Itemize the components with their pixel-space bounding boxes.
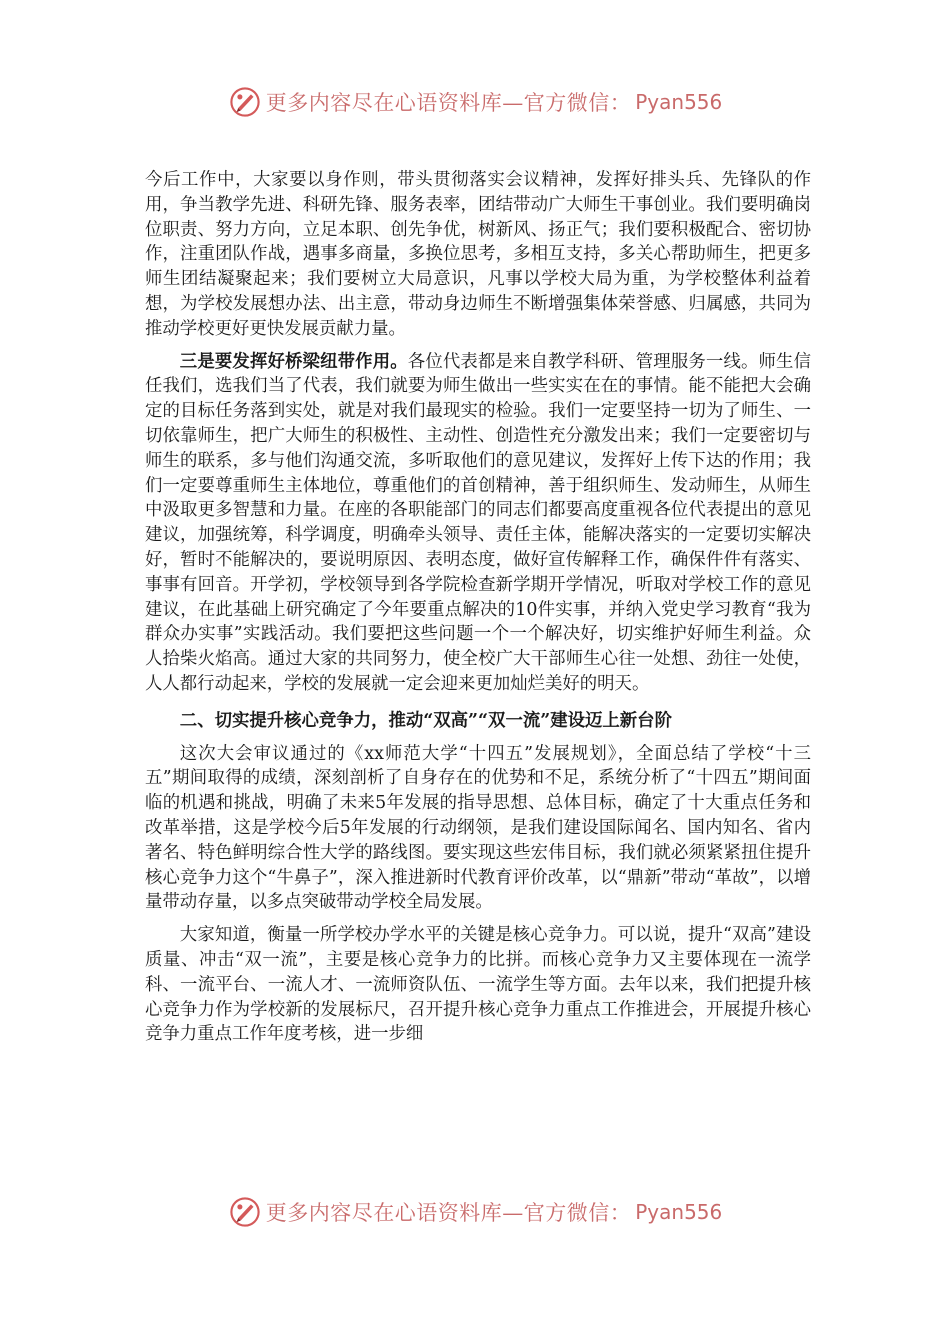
paragraph-text: 这次大会审议通过的《xx师范大学“十四五”发展规划》，全面总结了学校“十三五”期间取得的成绩，深刻剖析了自身存在的优势和不足，系统分析了“十四五”期间面临的机遇和挑战，明确了未来5年发展的指导思想、总体目标，确定了十大重点任务和改革举措，这是学校今后5年发展的行动纲领，是我们建设国际闻名、国内知名、省内著名、特色鲜明综合性大学的路线图。要实现这些宏伟目标，我们就必须紧紧扭住提升核心竞争力这个“牛鼻子”，深入推进新时代教育评价改革，以“鼎新”带动“革故”，以增量带动存量，以多点突破带动学校全局发展。 <box>145 743 811 913</box>
paragraph-text: 大家知道，衡量一所学校办学水平的关键是核心竞争力。可以说，提升“双高”建设质量、冲击“双一流”，主要是核心竞争力的比拼。而核心竞争力又主要体现在一流学科、一流平台、一流人才、一流师资队伍、一流学生等方面。去年以来，我们把提升核心竞争力作为学校新的发展标尺，召开提升核心竞争力重点工作推进会，开展提升核心竞争力重点工作年度考核，进一步细 <box>145 925 811 1045</box>
banner-wechat-id: Pyan556 <box>635 90 723 114</box>
paragraph-text: 今后工作中，大家要以身作则，带头贯彻落实会议精神，发挥好排头兵、先锋队的作用，争当教学先进、科研先锋、服务表率，团结带动广大师生干事创业。我们要明确岗位职责、努力方向，立足本职、创先争优，树新风、扬正气；我们要积极配合、密切协作，注重团队作战，遇事多商量，多换位思考，多相互支持，多关心帮助师生，把更多师生团结凝聚起来；我们要树立大局意识，凡事以学校大局为重，为学校整体利益着想，为学校发展想办法、出主意，带动身边师生不断增强集体荣誉感、归属感，共同为推动学校更好更快发展贡献力量。 <box>145 170 811 339</box>
paragraph-3 <box>145 742 811 916</box>
paragraph-text: 各位代表都是来自教学科研、管理服务一线。师生信任我们，选我们当了代表，我们就要为师生做出一些实实在在的事情。能不能把大会确定的目标任务落到实处，就是对我们最现实的检验。我们一定要坚持一切为了师生、一切依靠师生，把广大师生的积极性、主动性、创造性充分激发出来；我们一定要密切与师生的联系，多与他们沟通交流，多听取他们的意见建议，发挥好上传下达的作用；我们一定要尊重师生主体地位，尊重他们的首创精神，善于组织师生、发动师生，从师生中汲取更多智慧和力量。在座的各职能部门的同志们都要高度重视各位代表提出的意见建议，加强统筹，科学调度，明确牵头领导、责任主体，能解决落实的一定要切实解决好，暂时不能解决的，要说明原因、表明态度，做好宣传解释工作，确保件件有落实、事事有回音。开学初，学校领导到各学院检查新学期开学情况，听取对学校工作的意见建议，在此基础上研究确定了今年要重点解决的10件实事，并纳入党史学习教育“我为群众办实事”实践活动。我们要把这些问题一个一个解决好，切实维护好师生利益。众人拾柴火焰高。通过大家的共同努力，使全校广大干部师生心往一处想、劲往一处使，人人都行动起来，学校的发展就一定会迎来更加灿烂美好的明天。 <box>145 351 811 694</box>
banner-text: 更多内容尽在心语资料库—官方微信： <box>265 1201 632 1225</box>
footer-watermark-banner <box>0 1192 950 1232</box>
banner-text: 更多内容尽在心语资料库—官方微信： <box>265 91 632 115</box>
paragraph-4 <box>145 923 811 1047</box>
paragraph-1 <box>145 168 811 342</box>
section-heading: 二、切实提升核心竞争力，推动“双高”“双一流”建设迈上新台阶 <box>179 710 672 731</box>
pen-logo-icon <box>228 85 262 119</box>
banner-wechat-id: Pyan556 <box>635 1200 723 1224</box>
paragraph-lead: 三是要发挥好桥梁纽带作用。 <box>179 351 408 372</box>
paragraph-2 <box>145 350 811 697</box>
pen-logo-icon <box>228 1195 262 1229</box>
header-watermark-banner <box>0 82 950 122</box>
document-body <box>145 168 811 1047</box>
